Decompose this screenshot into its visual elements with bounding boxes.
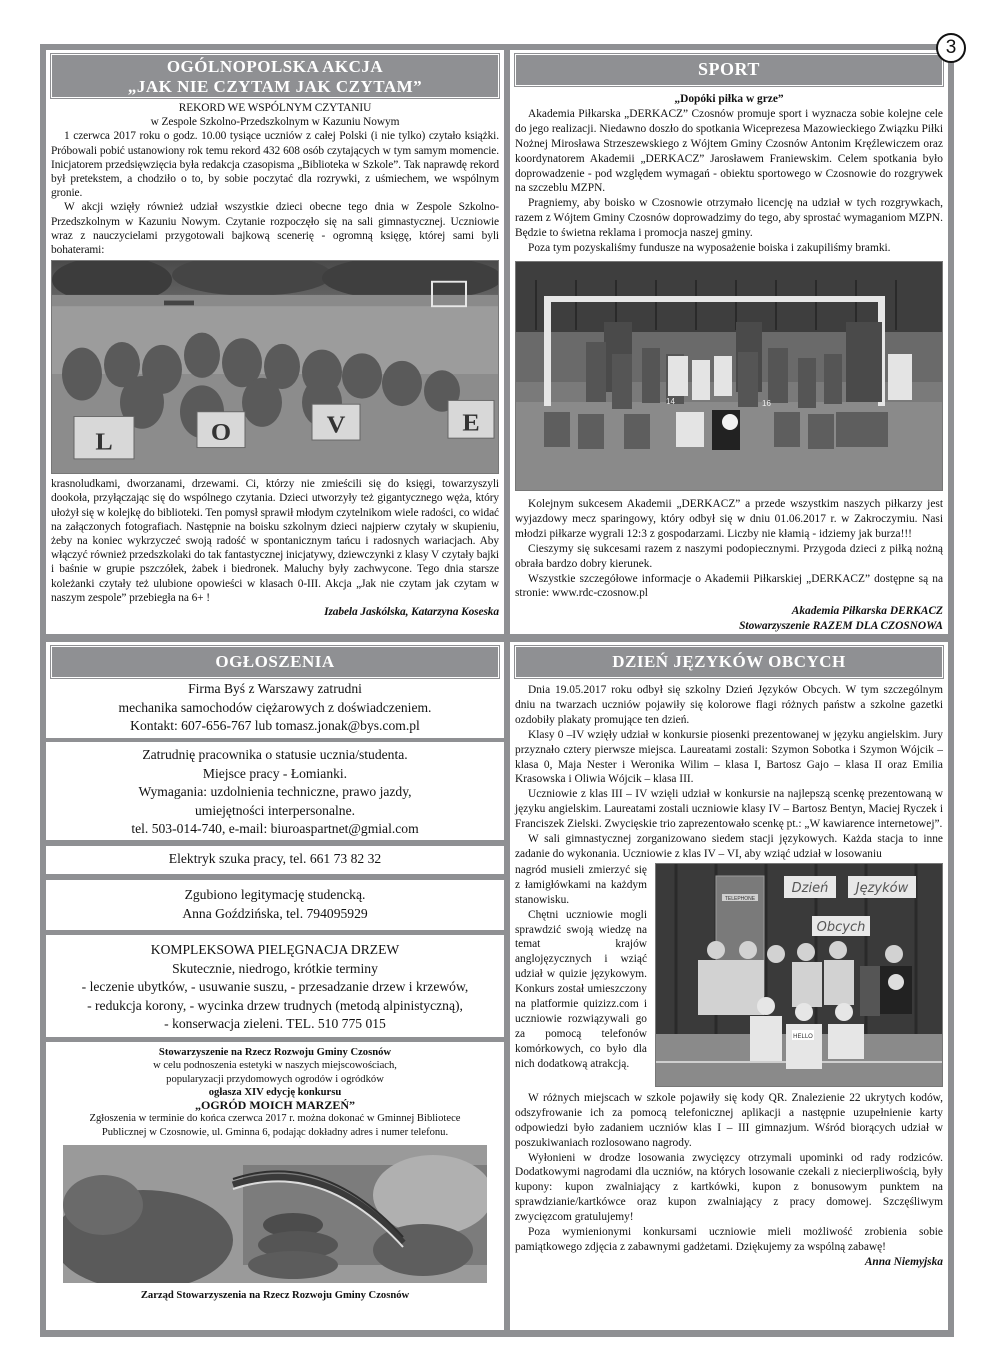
photo-letter: E <box>462 409 480 437</box>
photo-letter: O <box>210 418 232 447</box>
ad-line: Zatrudnię pracownika o statusie ucznia/studenta. <box>142 747 408 762</box>
reading-header-line2: „JAK NIE CZYTAM JAK CZYTAM” <box>127 77 423 96</box>
languages-paragraph: Poza wymienionymi konkursami uczniowie mieli możliwość zrobienia sobie pamiątkowego zdjęcia z zabawnymi gadżetami. Dziękujemy za wspólną zabawę! <box>515 1226 943 1253</box>
ad-tree-care <box>46 935 504 1037</box>
languages-body-2 <box>515 1091 943 1270</box>
ad-line: - konserwacja zieleni. TEL. 510 775 015 <box>164 1016 386 1031</box>
sport-paragraph: Kolejnym sukcesem Akademii „DERKACZ” a przede wszystkim naszych piłkarzy jest wyjazdowy mecz sparingowy, który odbył się w dniu 01.06.2017 r. w Zakroczymiu. Nasi młodzi piłkarze wygrali 12:3 z gospodarzami. Liczby nie kłamią - idziemy jak burza!!! <box>515 497 943 540</box>
reading-paragraph: W akcji wzięły również udział wszystkie dzieci obecne tego dnia w Zespole Szkolno-Przedszkolnym w Kazuniu Nowym. Czytanie rozpoczęło się na sali gimnastycznej. Uczniowie wraz z nauczycielami przygotowali bajkową scenerię - ogromną księgę, której sami byli bohaterami: <box>51 201 499 257</box>
garden-photo <box>63 1145 487 1283</box>
reading-header <box>51 54 499 98</box>
ad-line: Skutecznie, niedrogo, krótkie terminy <box>172 960 378 976</box>
article-reading <box>46 50 504 634</box>
ads-header: OGŁOSZENIA <box>51 646 499 678</box>
ad-student-job <box>46 742 504 840</box>
ad-garden-contest <box>46 1042 504 1330</box>
languages-paragraph: Klasy 0 –IV wzięły udział w konkursie piosenki prezentowanej w języku angielskim. Jury przyznało cztery pierwsze miejsca. Laureatami zostali: Szymon Sobotka i Szymon Wójcik – klasa 0, Maja Nester i Weronika Wilim – klasa I, Bartosz Gajo – klasa II oraz Emilia Krasowska i Oliwia Wójcik – klasa III. <box>515 728 943 786</box>
sport-signature-1: Akademia Piłkarska DERKACZ <box>791 605 943 618</box>
languages-paragraph: W różnych miejscach w szkole pojawiły się kody QR. Znalezienie 22 ukrytych kodów, odszyfrowanie ich za pomocą telefonicznej aplikacji a następnie uzupełnienie karty odpowiedzi było zadaniem uczniów klas I – III gimnazjum. Wśród biorących udział w poszukiwaniach rozlosowano nagrody. <box>515 1091 943 1149</box>
sport-body-2 <box>515 497 943 634</box>
languages-header: DZIEŃ JĘZYKÓW OBCYCH <box>515 646 943 678</box>
contest-line: w celu podnoszenia estetyki w naszych miejscowościach, <box>153 1060 397 1072</box>
ad-line: Zgubiono legitymację studencką. <box>184 887 366 902</box>
ad-line: Elektryk szuka pracy, tel. 661 73 82 32 <box>168 851 382 866</box>
sport-body <box>515 92 943 256</box>
languages-side-text <box>515 863 647 1087</box>
sport-signature-2: Stowarzyszenie RAZEM DLA CZOSNOWA <box>739 620 943 633</box>
ad-line: Anna Goździńska, tel. 794095929 <box>182 905 368 921</box>
languages-signature: Anna Niemyjska <box>864 1255 943 1268</box>
ad-electrician <box>46 846 504 874</box>
jersey-number: 16 <box>762 398 771 408</box>
languages-paragraph: W sali gimnastycznej zorganizowano siedem stacji językowych. Każda stacja to inne zadanie do wykonania. Uczniowie z klas IV – VI, aby wziąć udział w losowaniu <box>515 833 943 860</box>
sign-dzien: Dzień <box>791 880 829 896</box>
reading-location: w Zespole Szkolno-Przedszkolnym w Kazuniu Nowym <box>150 116 400 129</box>
jersey-number: 14 <box>666 396 675 406</box>
sign-obcych: Obcych <box>816 919 866 935</box>
reading-header-line1: OGÓLNOPOLSKA AKCJA <box>166 57 384 76</box>
ad-line: Firma Byś z Warszawy zatrudni <box>188 681 362 696</box>
ad-line: - redukcja korony, - wycinka drzew trudnych (metodą alpinistyczną), <box>87 997 463 1013</box>
languages-paragraph: Dnia 19.05.2017 roku odbył się szkolny Dzień Języków Obcych. W tym szczególnym dniu na twarzach uczniów pojawiły się kolorowe flagi różnych państw a szkolne gazetki ozdobiły plakaty promujące ten dzień. <box>515 684 943 726</box>
contest-org: Stowarzyszenie na Rzecz Rozwoju Gminy Czosnów <box>158 1047 392 1058</box>
ad-line: tel. 503-014-740, e-mail: biuroaspartnet@gmial.com <box>131 821 419 836</box>
reading-photo <box>51 260 499 474</box>
booth-label: TELEPHONE <box>724 895 756 902</box>
contest-line: Publicznej w Czosnowie, ul. Gminna 6, podając dokładny adres i numer telefonu. <box>101 1126 449 1138</box>
languages-side-paragraph: nagród musieli zmierzyć się z łamigłówkami na każdym stanowisku. <box>515 863 647 906</box>
reading-paragraph: 1 czerwca 2017 roku o godz. 10.00 tysiące uczniów z całej Polski (i nie tylko) czytało książki. Próbowali pobić ustanowiony rok temu rekord 432 608 osób czytających w tym samym momencie. Inicjatorem przedsięwzięcia była redakcja czasopisma „Biblioteka w Szkole”. Tak naprawdę rekord był pretekstem, a chodziło o to, by sobie poczytać dla rozrywki, z uśmiechem, we wspólnym gronie. <box>51 130 499 200</box>
sport-photo <box>515 261 943 491</box>
ad-line: Miejsce pracy - Łomianki. <box>202 765 348 781</box>
ad-lost-id <box>46 880 504 930</box>
sport-paragraph: Wszystkie szczegółowe informacje o Akademii Piłkarskiej „DERKACZ” dostępne są na stronie: www.rdc-czosnow.pl <box>515 572 943 600</box>
photo-letter: L <box>95 428 113 456</box>
contest-title: „OGRÓD MOICH MARZEŃ” <box>195 1098 355 1113</box>
sport-header: SPORT <box>515 54 943 86</box>
contest-line: popularyzacji przydomowych ogrodów i ogródków <box>166 1073 384 1085</box>
article-languages <box>510 642 948 1330</box>
languages-paragraph: Uczniowie z klas III – IV wzięli udział w konkursie na najlepszą scenkę prezentowaną w języku angielskim. Laureatami zostali uczniowie klasy IV – Bartosz Bentyn, Maciej Ryczek i Franciszek Zielski. Zwycięskie trio zaprezentowało scenkę pt.: „W kawiarence internetowej”. <box>515 788 943 831</box>
contest-edition: ogłasza XIV edycję konkursu <box>208 1086 342 1098</box>
ad-line: - leczenie ubytków, - usuwanie suszu, - przesadzanie drzew i krzewów, <box>81 979 469 994</box>
reading-subtitle: REKORD WE WSPÓLNYM CZYTANIU <box>178 102 372 114</box>
sport-paragraph: Cieszymy się sukcesami razem z naszymi podopiecznymi. Przygoda dzieci z piłką nożną obrała bardzo dobry kierunek. <box>515 542 943 570</box>
ad-line: Wymagania: uzdolnienia techniczne, prawo jazdy, <box>138 784 412 799</box>
reading-signature: Izabela Jaskólska, Katarzyna Koseska <box>324 606 499 619</box>
page-number: 3 <box>936 33 966 63</box>
sign-jezykow: Języków <box>855 880 909 896</box>
reading-continuation-block <box>51 477 499 619</box>
ads-header-panel <box>46 642 504 679</box>
ad-line: Kontakt: 607-656-767 lub tomasz.jonak@bys.com.pl <box>130 718 420 733</box>
ad-line: mechanika samochodów ciężarowych z doświadczeniem. <box>118 699 432 715</box>
sport-paragraph: Pragniemy, aby boisko w Czosnowie otrzymało licencję na udział w tych rozgrywkach, razem z Wójtem Gminy Czosnów doprowadzimy do tego, aby sprostać wymaganiom MZPN. Będzie to świetna reklama i promocja naszej gminy. <box>515 197 943 240</box>
sport-paragraph: Akademia Piłkarska „DERKACZ” Czosnów promuje sport i wyznacza sobie kolejne cele do jego realizacji. Niedawno doszło do spotkania Wiceprezesa Mazowieckiego Związku Piłki Nożnej Mirosława Strzeszewskiego z Wójtem Gminy Czosnów Antonim Kręźlewiczem oraz koordynatorem Akademii „DERKACZ” Jarosławem Franiewskim. Celem spotkania było doprowadzenie - pod względem wymagań - obiektu sportowego w Czosnowie do rozgrywek na szczeblu MZPN. <box>515 107 943 195</box>
ad-line: umiejętności interpersonalne. <box>194 802 356 818</box>
photo-letter: V <box>326 411 346 439</box>
languages-body <box>515 683 943 862</box>
sport-subtitle: „Dopóki piłka w grze” <box>674 93 784 105</box>
hello-badge: HELLO <box>793 1033 813 1040</box>
languages-photo <box>655 863 943 1087</box>
languages-paragraph: Wyłonieni w drodze losowania zwycięzcy otrzymali upominki od rady rodziców. Dodatkowymi nagrodami dla uczniów, na których losowanie czekali z niecierpliwością, były kupony: kupon zwalniający z kartkówki, kupon z bonusowym punktem na sprawdzianie/kartkówce oraz kupon zwalniający z pracy domowej. Szczęśliwym zwycięzcom gratulujemy! <box>515 1151 943 1224</box>
sport-paragraph: Poza tym pozyskaliśmy fundusze na wyposażenie boiska i zakupiliśmy bramki. <box>528 242 891 255</box>
contest-footer: Zarząd Stowarzyszenia na Rzecz Rozwoju Gminy Czosnów <box>140 1290 410 1302</box>
ad-line: KOMPLEKSOWA PIELĘGNACJA DRZEW <box>150 942 400 957</box>
contest-line: Zgłoszenia w terminie do końca czerwca 2017 r. można dokonać w Gminnej Bibliotece <box>89 1113 461 1125</box>
reading-continuation: krasnoludkami, dworzanami, drzewami. Ci, którzy nie zmieścili się do księgi, towarzyszyli dookoła, przyłączając się do wspólnego czytania. Dzieci utworzyły też gigantycznego węża, który ułożył się w kolejkę do biblioteki. Ten pomysł sprawił młodym czytelnikom wiele radości, co widać na załączonych fotografiach. Następnie na boisku szkolnym dzieci najpierw czytały w skupieniu, żeby na koniec wykrzyczeć swoją radość w spontanicznym tańcu i radosnych wariacjach. Aby włączyć również przedszkolaki do tak fantastycznej inicjatywy, dziewczynki z klasy V czytały bajki i baśnie w grupie pszczółek, żabek i biedronek. Maluchy były zachwycone. Tego dnia starsze koleżanki czytały też ulubione opowieści w klasach 0-III. Akcja „Jak nie czytam jak czytam w naszym zespole” przebiegła na 6+ ! <box>51 478 499 604</box>
ad-truck-mechanic <box>46 679 504 738</box>
article-sport <box>510 50 948 634</box>
reading-body <box>51 101 499 257</box>
languages-photo-row <box>515 863 943 1087</box>
languages-side-paragraph: Chętni uczniowie mogli sprawdzić swoją wiedzę na temat krajów anglojęzycznych i wziąć udział w quizie językowym. Konkurs został umieszczony na platformie quizizz.com i uczniowie rozwiązywali go za pomocą telefonów komórkowych, co było dla nich dodatkową atrakcją. <box>515 908 647 1070</box>
